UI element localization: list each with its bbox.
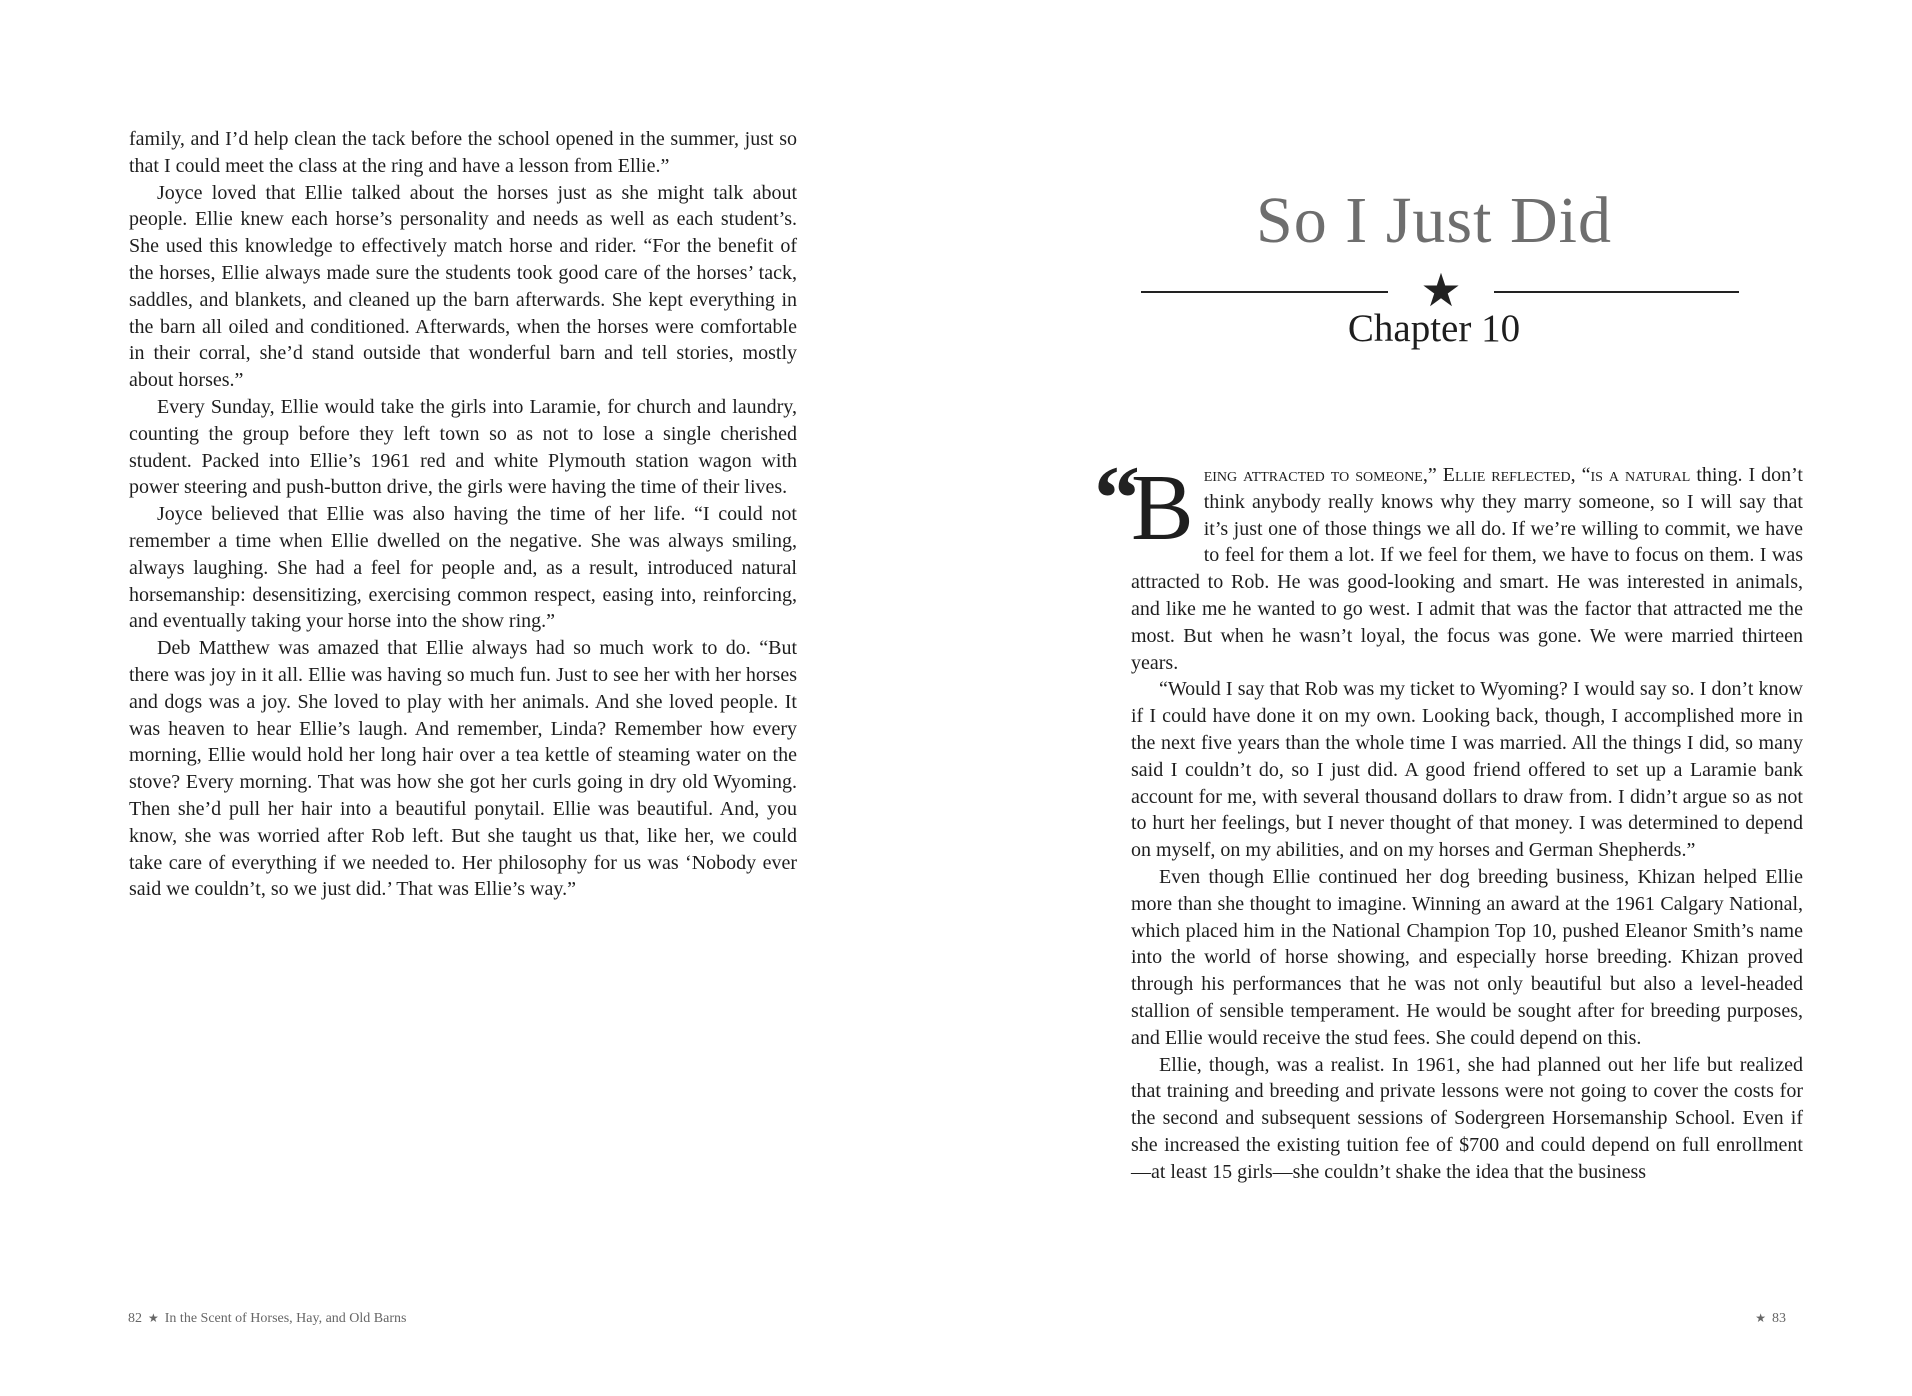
chapter-title: So I Just Did: [1256, 184, 1612, 257]
paragraph: Deb Matthew was amazed that Ellie always had so much work to do. “But there was joy in it all. Ellie was having so much fun. Just to see her with her horses and dogs was a joy. She loved to play with her animals. And she loved people. It was heaven to hear Ellie’s laugh. And remember, Linda? Remember how every morning, Ellie would hold her long hair over a tea kettle of steaming water on the stove? Every morning. That was how she got her curls going in dry old Wyoming. Then she’d pull her hair into a beautiful ponytail. Ellie was beautiful. And, you know, she was worried after Rob left. But she taught us that, like her, we could take care of everything if we needed to. Her philosophy for us was ‘Nobody ever said we couldn’t, so we just did.’ That was Ellie’s way.”: [129, 637, 797, 901]
paragraph: Joyce believed that Ellie was also having the time of her life. “I could not remember a time when Ellie dwelled on the negative. She was always smiling, always laughing. She had a feel for people and, as a result, introduced natural horsemanship: desensitizing, exercising common respect, easing into, reinforcing, and eventually taking your horse into the show ring.”: [129, 503, 797, 633]
left-folio: [128, 1311, 406, 1327]
speaker-smallcaps: Ellie reflected,: [1442, 464, 1576, 486]
paragraph: family, and I’d help clean the tack before the school opened in the summer, just so that I could meet the class at the ring and have a lesson from Ellie.”: [129, 128, 797, 177]
opening-punct: “: [1575, 464, 1591, 486]
opening-text: thing. I don’t think anybody really knows why they marry someone, so I will say that it’s just one of those things we all do. If we’re willing to commit, we have to feel for them a lot. If we feel for them, we have to focus on them. I was attracted to Rob. He was good-looking and smart. He was interested in animals, and like me he wanted to go west. I admit that was the factor that attracted me the most. But when he wasn’t loyal, the focus was gone. We were married thirteen years.: [1131, 464, 1803, 674]
paragraph: Every Sunday, Ellie would take the girls into Laramie, for church and laundry, counting the group before they left town so as not to lose a single cherished student. Packed into Ellie’s 1961 red and white Plymouth station wagon with power steering and push-button drive, the girls were having the time of their lives.: [129, 395, 797, 499]
running-head: In the Scent of Horses, Hay, and Old Barns: [164, 1311, 407, 1326]
chapter-number: Chapter 10: [1347, 307, 1521, 350]
opening-smallcaps: is a natural: [1590, 464, 1691, 486]
opening-punct: ”: [1427, 464, 1443, 486]
drop-cap: B: [1131, 456, 1194, 560]
star-icon: ★: [148, 1311, 159, 1325]
ornament-rule-right: [1494, 291, 1739, 293]
paragraph: Ellie, though, was a realist. In 1961, she had planned out her life but realized that training and breeding and private lessons were not going to cover the costs for the second and subsequent sessions of Sodergreen Horsemanship School. Even if she increased the existing tuition fee of $700 and could depend on full enrollment—at least 15 girls—she couldn’t shake the idea that the business: [1131, 1053, 1803, 1183]
opening-paragraph: [1131, 456, 1803, 676]
opening-smallcaps: eing attracted to someone,: [1203, 464, 1428, 486]
paragraph: “Would I say that Rob was my ticket to Wyoming? I would say so. I don’t know if I could have done it on my own. Looking back, though, I accomplished more in the next five years than the whole time I was married. All the things I did, so many said I couldn’t do, so I just did. A good friend offered to set up a Laramie bank account for me, with several thousand dollars to draw from. I didn’t argue so as not to hurt her feelings, but I never thought of that money. I was determined to depend on myself, on my abilities, and on my horses and German Shepherds.”: [1131, 678, 1803, 862]
left-page-body: [129, 126, 797, 903]
star-icon: ★: [1420, 265, 1462, 316]
right-page: [956, 0, 1912, 1396]
paragraph: Joyce loved that Ellie talked about the horses just as she might talk about people. Ellie knew each horse’s personality and needs as well as each student’s. She used this knowledge to effectively match horse and rider. “For the benefit of the horses, Ellie always made sure the students took good care of the horses’ tack, saddles, and blankets, and cleaned up the barn afterwards. She kept everything in the barn all oiled and conditioned. Afterwards, when the horses were comfortable in their corral, she’d stand outside that wonderful barn and tell stories, mostly about horses.”: [129, 181, 797, 392]
right-page-body: [1131, 456, 1803, 1186]
ornament-rule-left: [1141, 291, 1388, 293]
paragraph: Even though Ellie continued her dog breeding business, Khizan helped Ellie more than she thought to imagine. Winning an award at the 1961 Calgary National, which placed him in the National Champion Top 10, pushed Eleanor Smith’s name into the world of horse showing, and especially horse breeding. Khizan proved through his performances that he was not only beautiful but also a level-headed stallion of sensible temperament. He would be sought after for breeding purposes, and Ellie would receive the stud fees. She could depend on this.: [1131, 865, 1803, 1049]
right-folio: [1749, 1311, 1786, 1327]
star-icon: ★: [1755, 1311, 1766, 1325]
page-number: 83: [1772, 1311, 1786, 1326]
page-number: 82: [128, 1311, 142, 1326]
open-quote-mark: “: [1094, 447, 1140, 549]
